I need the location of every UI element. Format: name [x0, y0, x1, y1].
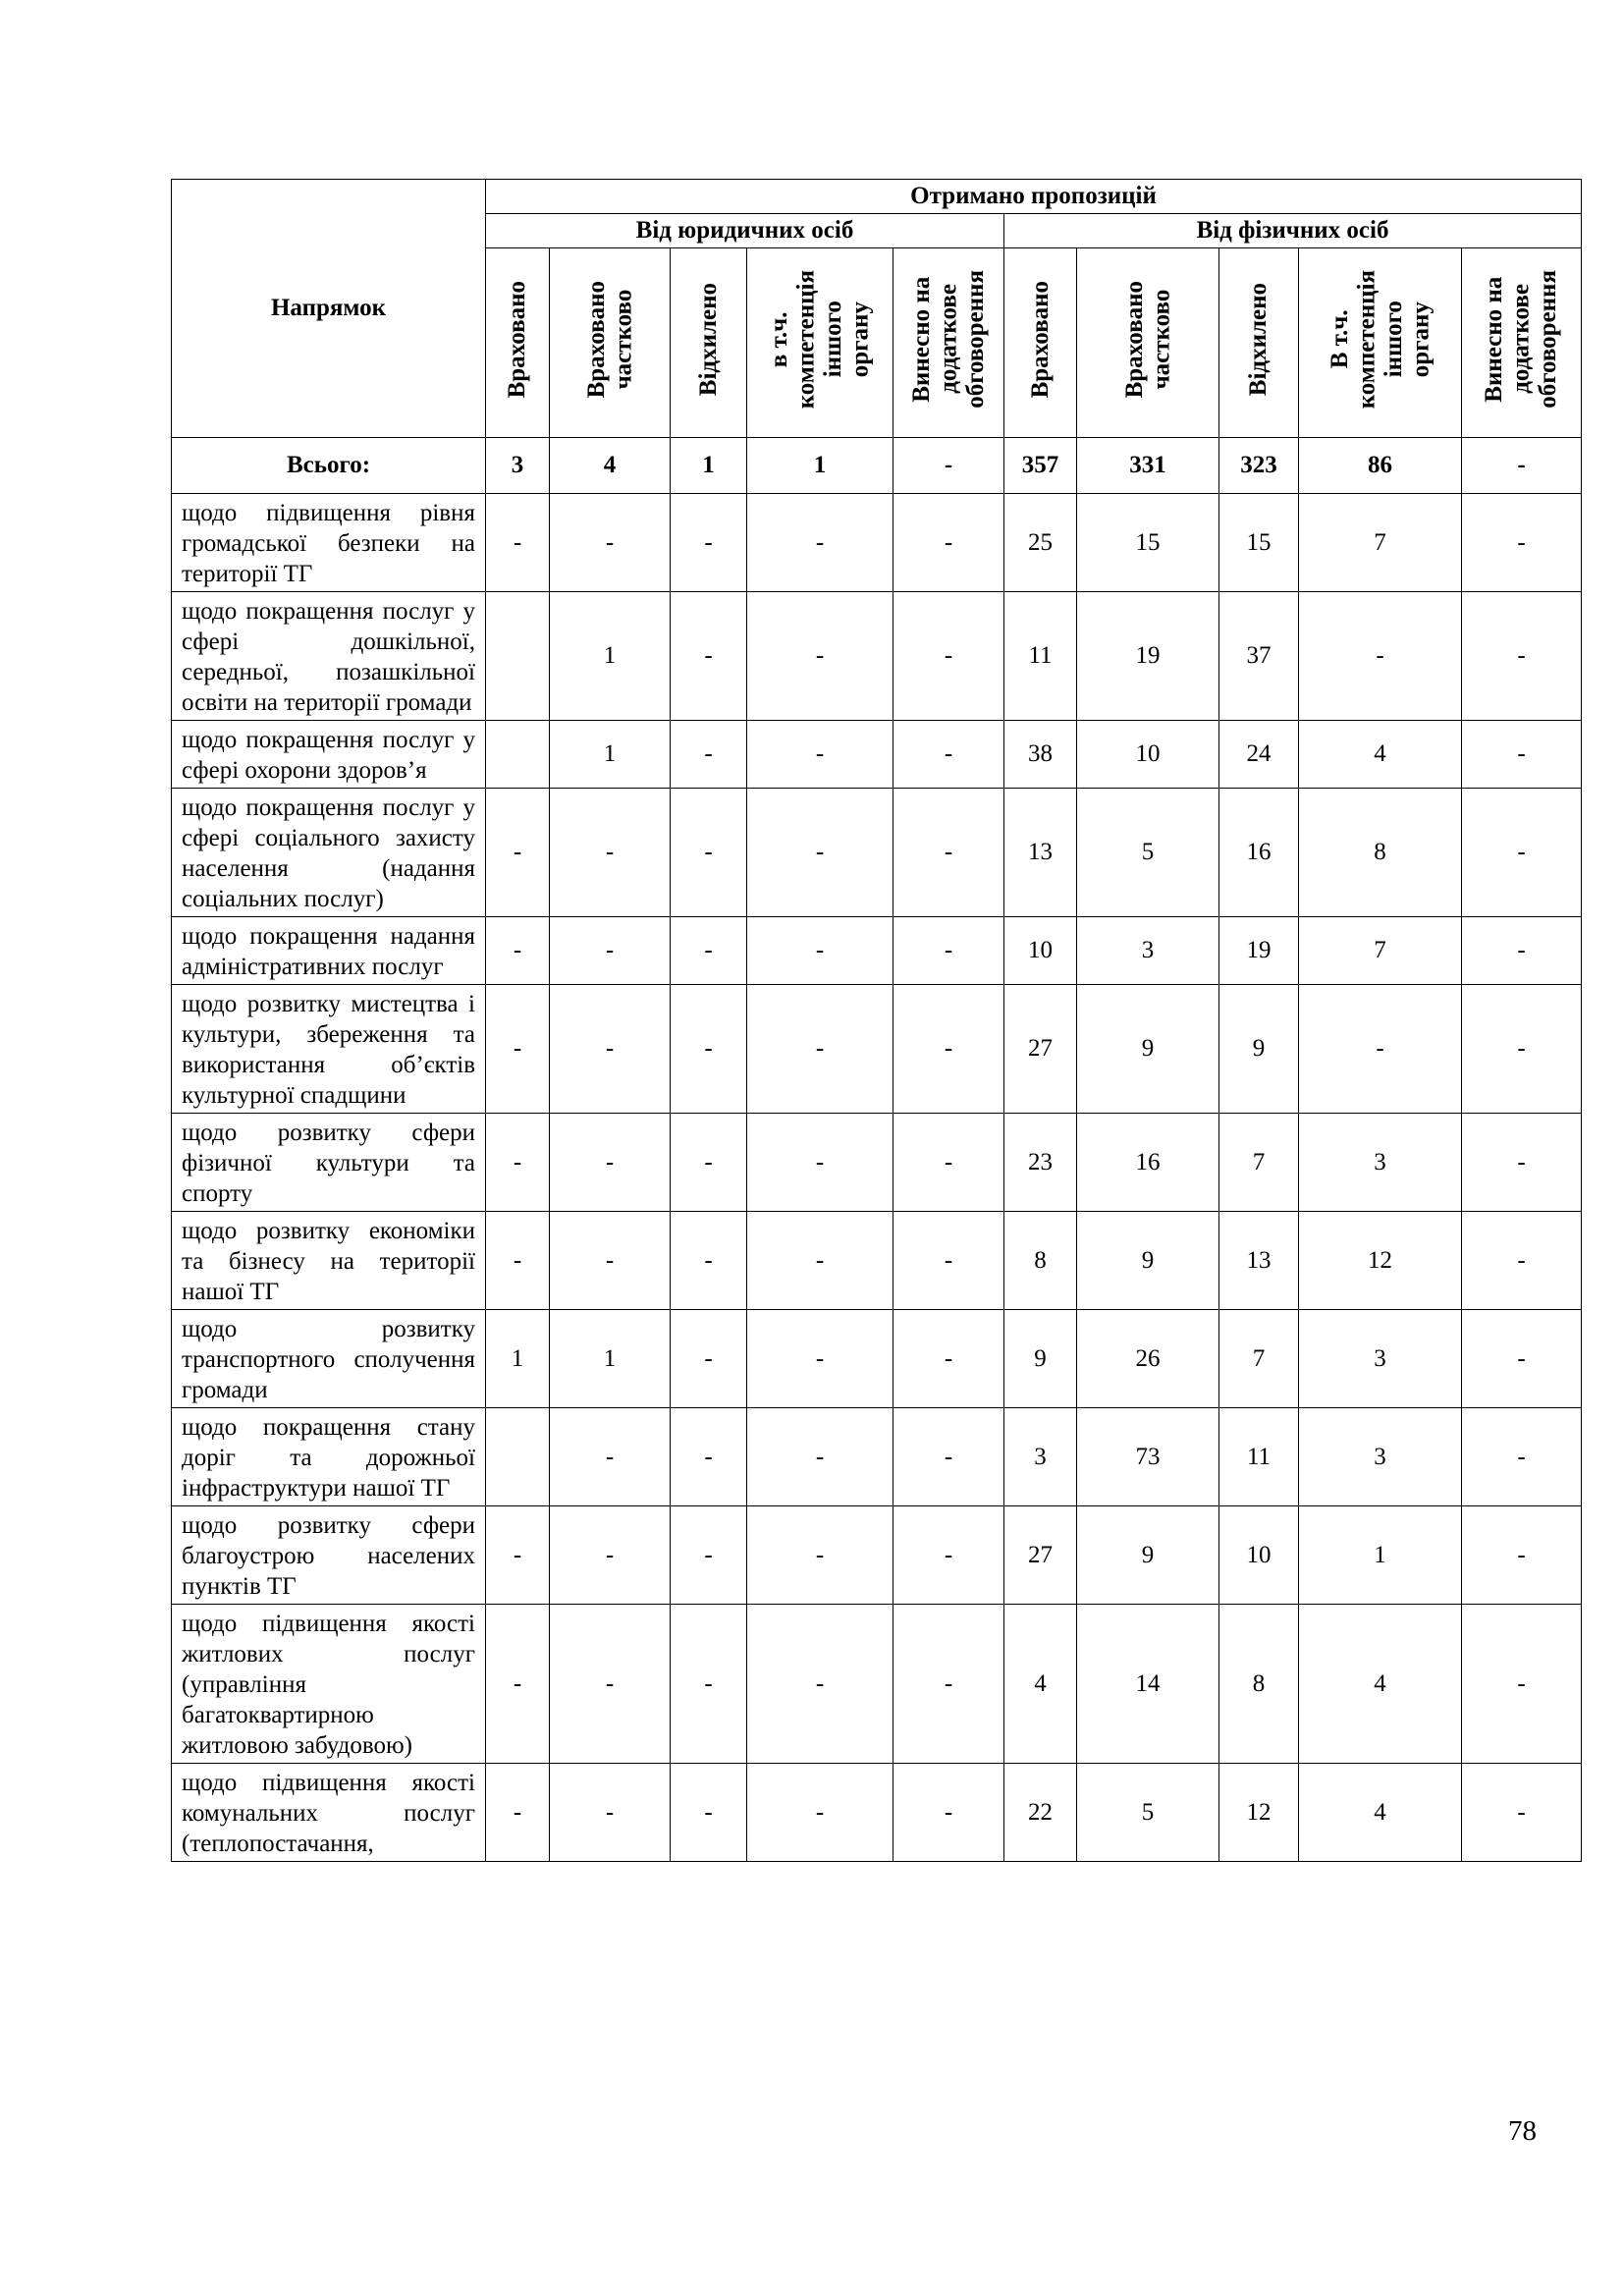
table-cell: 10	[1219, 1506, 1299, 1605]
table-row	[172, 721, 1582, 789]
total-value: -	[893, 438, 1004, 494]
table-cell: 3	[1299, 1310, 1462, 1408]
table-cell: -	[486, 494, 550, 592]
table-cell: -	[1462, 1212, 1582, 1310]
table-row	[172, 1114, 1582, 1212]
table-cell: -	[671, 917, 747, 985]
row-direction-label: щодо підвищення якості комунальних послуг (теплопостачання,	[172, 1764, 486, 1862]
physical-col-header-label: В т.ч. компетенція іншого органу	[1326, 269, 1434, 410]
table-row	[172, 592, 1582, 721]
row-direction-label: щодо розвитку сфери фізичної культури та спорту	[172, 1114, 486, 1212]
table-cell: -	[747, 1605, 893, 1764]
table-cell: -	[1462, 917, 1582, 985]
table-cell: 11	[1004, 592, 1077, 721]
total-value: 331	[1077, 438, 1219, 494]
table-cell: -	[550, 1114, 671, 1212]
table-row	[172, 1212, 1582, 1310]
table-cell: 16	[1077, 1114, 1219, 1212]
table-cell: 27	[1004, 1506, 1077, 1605]
individuals-header: Від фізичних осіб	[1004, 214, 1582, 248]
table-cell: -	[893, 1506, 1004, 1605]
physical-col-header	[1004, 248, 1077, 438]
table-cell: -	[486, 1114, 550, 1212]
total-value: 357	[1004, 438, 1077, 494]
legal-col-header-label: Враховано частково	[582, 280, 636, 399]
table-cell: -	[486, 1212, 550, 1310]
table-cell: -	[893, 1408, 1004, 1506]
table-cell: -	[893, 592, 1004, 721]
physical-col-header	[1299, 248, 1462, 438]
proposals-table	[171, 179, 1582, 1862]
table-cell: 13	[1219, 1212, 1299, 1310]
table-cell: 19	[1077, 592, 1219, 721]
total-value: 86	[1299, 438, 1462, 494]
physical-col-header	[1462, 248, 1582, 438]
table-cell: 22	[1004, 1764, 1077, 1862]
legal-col-header	[550, 248, 671, 438]
legal-col-header	[671, 248, 747, 438]
table-cell: -	[893, 1212, 1004, 1310]
table-cell: 3	[1299, 1114, 1462, 1212]
total-value: -	[1462, 438, 1582, 494]
table-row	[172, 1764, 1582, 1862]
physical-col-header-label: Винесно на додаткове обговорення	[1481, 270, 1562, 409]
table-row	[172, 494, 1582, 592]
table-cell: -	[1462, 1506, 1582, 1605]
table-cell: -	[893, 985, 1004, 1114]
table-cell: -	[550, 494, 671, 592]
table-cell: 12	[1299, 1212, 1462, 1310]
table-cell: 15	[1219, 494, 1299, 592]
table-row	[172, 789, 1582, 917]
table-cell: -	[486, 789, 550, 917]
table-cell: -	[1462, 985, 1582, 1114]
table-cell: 3	[1004, 1408, 1077, 1506]
table-cell: 19	[1219, 917, 1299, 985]
table-cell: -	[550, 985, 671, 1114]
legal-entities-header: Від юридичних осіб	[486, 214, 1004, 248]
table-row	[172, 1408, 1582, 1506]
row-direction-label: щодо покращення послуг у сфері дошкільної, середньої, позашкільної освіти на території громади	[172, 592, 486, 721]
direction-header: Напрямок	[172, 180, 486, 438]
table-cell: -	[671, 494, 747, 592]
table-cell: 1	[550, 592, 671, 721]
table-cell: -	[893, 494, 1004, 592]
legal-col-header	[893, 248, 1004, 438]
table-cell: -	[1462, 721, 1582, 789]
table-cell: -	[893, 1764, 1004, 1862]
legal-col-header	[486, 248, 550, 438]
physical-col-header	[1219, 248, 1299, 438]
total-value: 1	[671, 438, 747, 494]
page-number: 78	[1508, 2115, 1537, 2147]
table-cell: -	[1462, 1310, 1582, 1408]
table-cell: 9	[1004, 1310, 1077, 1408]
table-cell: -	[747, 1764, 893, 1862]
table-cell: -	[550, 1764, 671, 1862]
table-cell: -	[1462, 1605, 1582, 1764]
legal-col-header-label: Враховано	[504, 280, 531, 399]
table-cell: -	[747, 1506, 893, 1605]
table-cell: 1	[486, 1310, 550, 1408]
total-value: 323	[1219, 438, 1299, 494]
table-cell: -	[747, 1212, 893, 1310]
table-cell: 23	[1004, 1114, 1077, 1212]
table-cell: 8	[1004, 1212, 1077, 1310]
table-cell: -	[747, 1310, 893, 1408]
table-cell: -	[671, 1764, 747, 1862]
table-cell: -	[486, 985, 550, 1114]
table-cell: -	[747, 1114, 893, 1212]
table-cell: 4	[1004, 1605, 1077, 1764]
table-cell	[486, 721, 550, 789]
table-cell: 5	[1077, 1764, 1219, 1862]
row-direction-label: щодо покращення стану доріг та дорожньої інфраструктури нашої ТГ	[172, 1408, 486, 1506]
total-row	[172, 438, 1582, 494]
table-cell: -	[1299, 985, 1462, 1114]
table-cell: -	[1462, 1764, 1582, 1862]
table-cell: 73	[1077, 1408, 1219, 1506]
row-direction-label: щодо розвитку мистецтва і культури, збереження та використання об’єктів культурної спадщини	[172, 985, 486, 1114]
table-cell: -	[550, 1212, 671, 1310]
table-cell: 8	[1219, 1605, 1299, 1764]
legal-col-header	[747, 248, 893, 438]
legal-col-header-label: в т.ч. компетенція іншого органу	[766, 269, 874, 410]
table-cell: 27	[1004, 985, 1077, 1114]
table-cell: 7	[1299, 494, 1462, 592]
received-header: Отримано пропозицій	[486, 180, 1582, 214]
total-value: 1	[747, 438, 893, 494]
table-cell: -	[550, 1605, 671, 1764]
table-cell: -	[671, 1506, 747, 1605]
table-cell: 9	[1077, 1506, 1219, 1605]
table-cell: 3	[1299, 1408, 1462, 1506]
table-cell: 26	[1077, 1310, 1219, 1408]
table-cell: 14	[1077, 1605, 1219, 1764]
row-direction-label: щодо розвитку сфери благоустрою населених пунктів ТГ	[172, 1506, 486, 1605]
row-direction-label: щодо покращення послуг у сфері соціального захисту населення (надання соціальних послуг)	[172, 789, 486, 917]
table-cell: 1	[1299, 1506, 1462, 1605]
table-row	[172, 1506, 1582, 1605]
row-direction-label: щодо покращення надання адміністративних послуг	[172, 917, 486, 985]
table-cell: -	[486, 917, 550, 985]
table-cell: 13	[1004, 789, 1077, 917]
table-cell: 37	[1219, 592, 1299, 721]
table-cell: 9	[1077, 1212, 1219, 1310]
table-cell: -	[550, 917, 671, 985]
table-cell: 1	[550, 1310, 671, 1408]
table-cell: -	[671, 592, 747, 721]
table-cell: -	[486, 1506, 550, 1605]
table-cell: -	[671, 1310, 747, 1408]
table-cell: 11	[1219, 1408, 1299, 1506]
table-cell: -	[893, 1310, 1004, 1408]
table-cell: -	[671, 721, 747, 789]
table-cell: 9	[1077, 985, 1219, 1114]
table-cell: 24	[1219, 721, 1299, 789]
table-cell: 1	[550, 721, 671, 789]
table-cell: 7	[1219, 1310, 1299, 1408]
table-cell: -	[1462, 789, 1582, 917]
table-cell: -	[671, 1605, 747, 1764]
table-cell: -	[671, 1212, 747, 1310]
table-cell: -	[1462, 1408, 1582, 1506]
table-cell: -	[671, 985, 747, 1114]
table-cell: 16	[1219, 789, 1299, 917]
row-direction-label: щодо розвитку транспортного сполучення громади	[172, 1310, 486, 1408]
row-direction-label: щодо розвитку економіки та бізнесу на території нашої ТГ	[172, 1212, 486, 1310]
total-value: 4	[550, 438, 671, 494]
table-cell: -	[747, 789, 893, 917]
table-cell	[486, 592, 550, 721]
physical-col-header	[1077, 248, 1219, 438]
table-cell: 25	[1004, 494, 1077, 592]
physical-col-header-label: Враховано	[1026, 280, 1054, 399]
table-cell: -	[550, 1408, 671, 1506]
table-cell: -	[1462, 592, 1582, 721]
legal-col-header-label: Винесно на додаткове обговорення	[907, 270, 989, 409]
row-direction-label: щодо покращення послуг у сфері охорони здоров’я	[172, 721, 486, 789]
table-cell: -	[747, 494, 893, 592]
table-cell: 4	[1299, 1764, 1462, 1862]
table-cell: 12	[1219, 1764, 1299, 1862]
table-row	[172, 1310, 1582, 1408]
table-cell: -	[671, 1408, 747, 1506]
table-cell: -	[550, 1506, 671, 1605]
table-cell: 10	[1004, 917, 1077, 985]
physical-col-header-label: Враховано частково	[1120, 280, 1174, 399]
legal-col-header-label: Відхилено	[694, 282, 722, 397]
table-cell: 5	[1077, 789, 1219, 917]
table-cell: 7	[1219, 1114, 1299, 1212]
row-direction-label: щодо підвищення рівня громадської безпеки на території ТГ	[172, 494, 486, 592]
table-cell: -	[893, 721, 1004, 789]
table-cell: -	[1299, 592, 1462, 721]
table-cell: 7	[1299, 917, 1462, 985]
table-cell: 4	[1299, 1605, 1462, 1764]
table-cell: -	[893, 1114, 1004, 1212]
table-cell: -	[550, 789, 671, 917]
table-row	[172, 917, 1582, 985]
table-cell: 8	[1299, 789, 1462, 917]
table-cell: 3	[1077, 917, 1219, 985]
table-cell: -	[893, 917, 1004, 985]
total-label: Всього:	[172, 438, 486, 494]
physical-col-header-label: Відхилено	[1245, 282, 1272, 397]
table-cell: -	[893, 1605, 1004, 1764]
table-cell: -	[486, 1764, 550, 1862]
table-cell: 15	[1077, 494, 1219, 592]
table-cell	[486, 1408, 550, 1506]
table-cell: -	[747, 1408, 893, 1506]
table-cell: 10	[1077, 721, 1219, 789]
total-value: 3	[486, 438, 550, 494]
table-cell: -	[893, 789, 1004, 917]
table-cell: -	[747, 592, 893, 721]
table-cell: -	[747, 917, 893, 985]
table-cell: -	[1462, 1114, 1582, 1212]
table-row	[172, 1605, 1582, 1764]
table-cell: -	[671, 789, 747, 917]
table-cell: -	[747, 721, 893, 789]
table-cell: -	[486, 1605, 550, 1764]
table-row	[172, 985, 1582, 1114]
table-cell: -	[747, 985, 893, 1114]
table-cell: 4	[1299, 721, 1462, 789]
row-direction-label: щодо підвищення якості житлових послуг (управління багатоквартирною житловою забудовою)	[172, 1605, 486, 1764]
table-cell: 9	[1219, 985, 1299, 1114]
table-cell: 38	[1004, 721, 1077, 789]
table-cell: -	[671, 1114, 747, 1212]
table-cell: -	[1462, 494, 1582, 592]
